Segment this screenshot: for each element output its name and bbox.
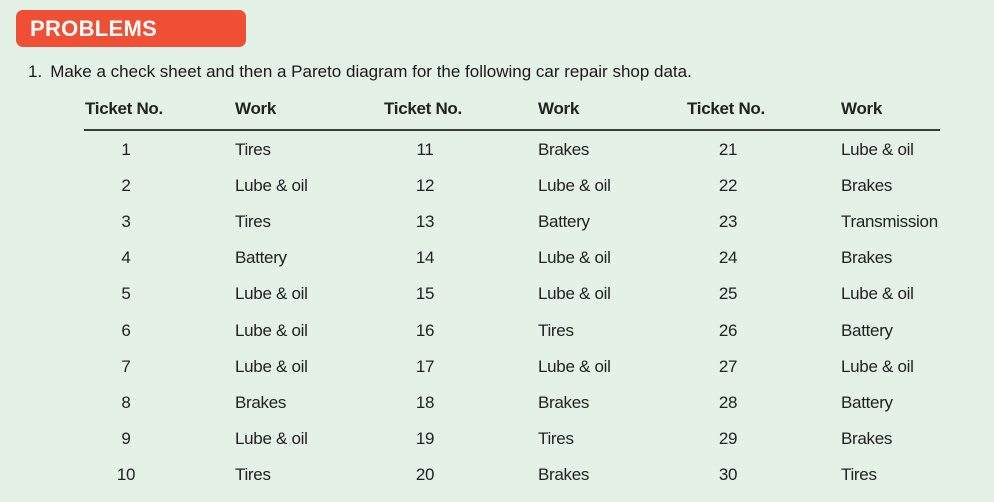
work-cell: Battery	[235, 248, 287, 268]
work-cell: Tires	[235, 212, 271, 232]
work-cell: Brakes	[841, 248, 893, 268]
question-number: 1.	[28, 62, 43, 81]
work-cell: Brakes	[841, 428, 893, 448]
ticket-number-cell: 12	[415, 176, 435, 196]
work-cell: Lube & oil	[235, 428, 308, 448]
work-cell: Lube & oil	[235, 356, 308, 376]
work-cell: Lube & oil	[841, 140, 914, 159]
ticket-number-cell: 10	[116, 464, 136, 484]
ticket-number-cell: 24	[718, 248, 738, 268]
ticket-number-cell: 8	[121, 392, 131, 412]
work-cell: Tires	[235, 140, 271, 159]
work-cell: Tires	[538, 428, 574, 448]
work-cell: Brakes	[538, 392, 590, 412]
ticket-number-cell: 26	[718, 320, 738, 340]
work-cell: Brakes	[235, 392, 287, 412]
ticket-number-cell: 15	[415, 284, 435, 304]
ticket-number-cell: 30	[718, 464, 738, 484]
work-cell: Tires	[841, 464, 877, 484]
column-header-ticket-no-1: Ticket No.	[85, 99, 163, 118]
work-cell: Lube & oil	[538, 356, 611, 376]
ticket-number-cell: 17	[415, 356, 435, 376]
column-header-work-2: Work	[538, 99, 579, 118]
ticket-number-cell: 19	[415, 428, 435, 448]
ticket-number-cell: 5	[121, 284, 131, 304]
ticket-number-cell: 11	[416, 140, 434, 159]
ticket-number-cell: 29	[718, 428, 738, 448]
ticket-number-cell: 4	[121, 248, 131, 268]
ticket-number-cell: 25	[718, 284, 738, 304]
ticket-number-cell: 6	[121, 320, 131, 340]
column-header-work-3: Work	[841, 99, 882, 118]
work-cell: Transmission	[841, 212, 938, 232]
ticket-number-cell: 22	[718, 176, 738, 196]
work-cell: Lube & oil	[841, 356, 914, 376]
column-header-ticket-no-2: Ticket No.	[384, 99, 462, 118]
ticket-number-cell: 14	[415, 248, 435, 268]
ticket-number-cell: 1	[121, 140, 131, 159]
header-divider	[84, 129, 940, 131]
work-cell: Lube & oil	[235, 320, 308, 340]
ticket-number-cell: 7	[121, 356, 131, 376]
ticket-number-cell: 28	[718, 392, 738, 412]
work-cell: Lube & oil	[235, 284, 308, 304]
ticket-number-cell: 16	[415, 320, 435, 340]
ticket-number-cell: 21	[718, 140, 738, 159]
ticket-number-cell: 27	[718, 356, 738, 376]
work-cell: Lube & oil	[538, 248, 611, 268]
ticket-number-cell: 13	[415, 212, 435, 232]
work-cell: Brakes	[841, 176, 893, 196]
work-cell: Lube & oil	[538, 176, 611, 196]
work-cell: Tires	[538, 320, 574, 340]
ticket-number-cell: 23	[718, 212, 738, 232]
work-cell: Lube & oil	[538, 284, 611, 304]
column-header-ticket-no-3: Ticket No.	[687, 99, 765, 118]
work-cell: Brakes	[538, 140, 590, 159]
work-cell: Lube & oil	[841, 284, 914, 304]
work-cell: Battery	[538, 212, 590, 232]
work-cell: Brakes	[538, 464, 590, 484]
question-text: Make a check sheet and then a Pareto diagram for the following car repair shop data.	[50, 62, 692, 81]
ticket-number-cell: 9	[121, 428, 131, 448]
work-cell: Battery	[841, 320, 893, 340]
ticket-number-cell: 20	[415, 464, 435, 484]
ticket-number-cell: 3	[121, 212, 131, 232]
work-cell: Lube & oil	[235, 176, 308, 196]
work-cell: Tires	[235, 464, 271, 484]
problems-badge: PROBLEMS	[16, 10, 246, 47]
column-header-work-1: Work	[235, 99, 276, 118]
ticket-number-cell: 2	[121, 176, 131, 196]
ticket-number-cell: 18	[415, 392, 435, 412]
work-cell: Battery	[841, 392, 893, 412]
